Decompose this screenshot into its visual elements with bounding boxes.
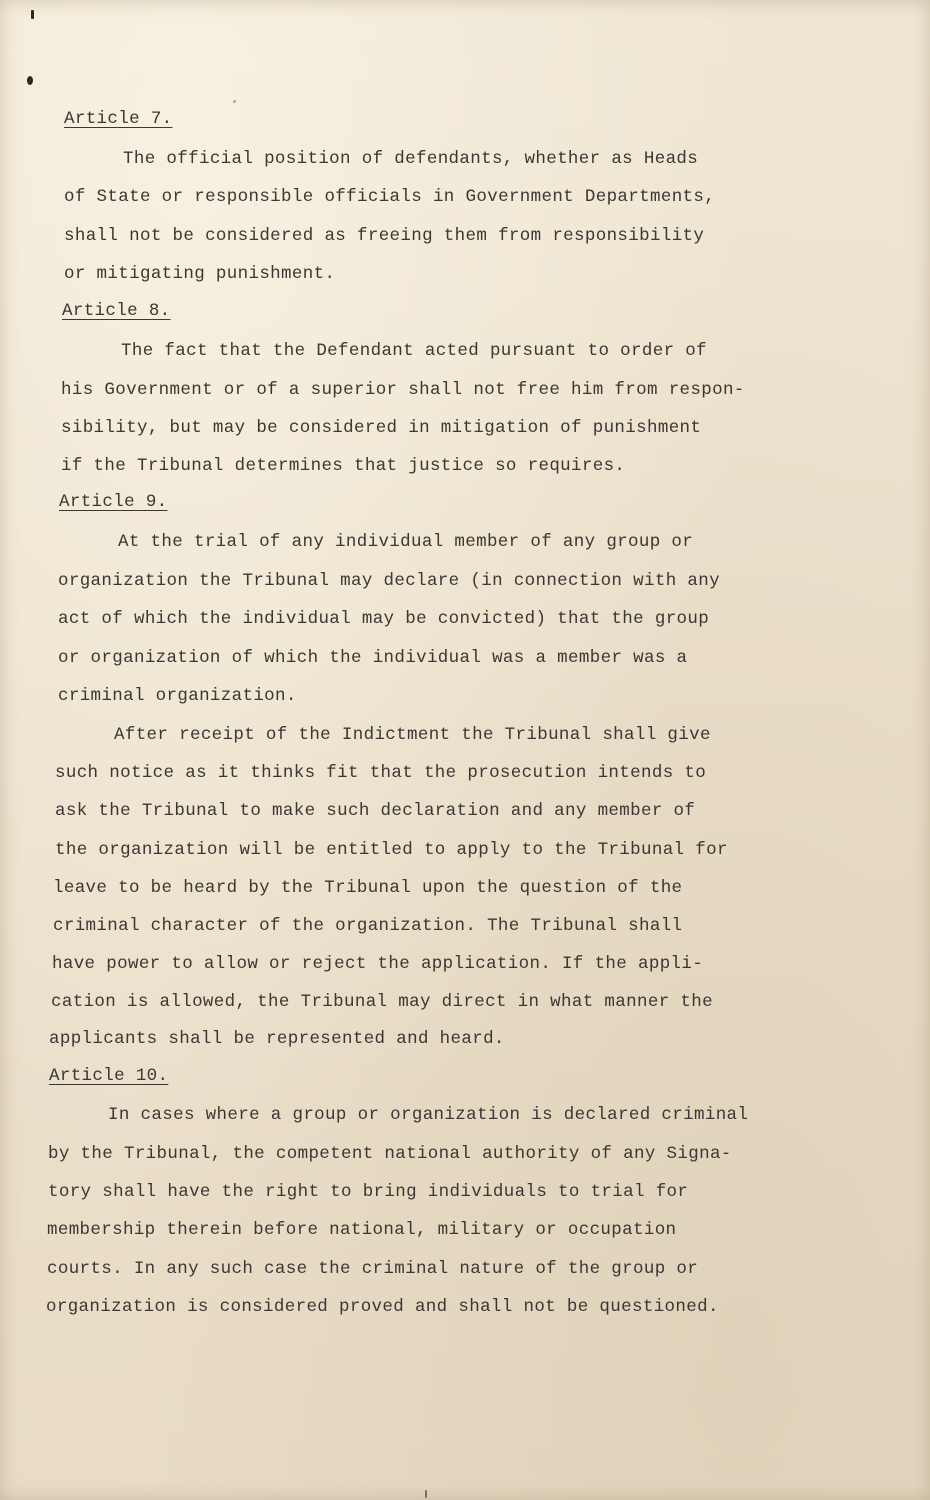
article-10-line: In cases where a group or organization is declared criminal [108, 1105, 749, 1125]
ink-mark [425, 1490, 427, 1498]
article-10-line: by the Tribunal, the competent national authority of any Signa- [48, 1144, 732, 1164]
article-9-line: applicants shall be represented and heard. [49, 1029, 505, 1049]
article-9-line: criminal organization. [58, 686, 297, 706]
article-7-heading: Article 7. [64, 109, 173, 129]
article-10-line: membership therein before national, military or occupation [47, 1220, 677, 1240]
article-8-line: sibility, but may be considered in mitigation of punishment [61, 418, 702, 438]
article-7-line: shall not be considered as freeing them from responsibility [64, 226, 705, 246]
article-9-line: or organization of which the individual was a member was a [58, 648, 688, 668]
article-9-line: cation is allowed, the Tribunal may direct in what manner the [51, 992, 713, 1012]
article-9-line: After receipt of the Indictment the Tribunal shall give [114, 725, 711, 745]
article-8-line: his Government or of a superior shall not free him from respon- [61, 380, 745, 400]
article-8-line: if the Tribunal determines that justice so requires. [61, 456, 626, 476]
ink-mark [27, 76, 33, 85]
article-9-line: ask the Tribunal to make such declaration and any member of [55, 801, 696, 821]
article-9-heading: Article 9. [59, 492, 168, 512]
article-7-line: The official position of defendants, whether as Heads [123, 149, 699, 169]
article-10-heading: Article 10. [49, 1066, 169, 1086]
article-10-line: organization is considered proved and shall not be questioned. [46, 1297, 719, 1317]
article-10-line: courts. In any such case the criminal nature of the group or [47, 1259, 699, 1279]
article-9-line: such notice as it thinks fit that the prosecution intends to [55, 763, 707, 783]
ink-mark [31, 10, 34, 19]
article-10-line: tory shall have the right to bring individuals to trial for [48, 1182, 689, 1202]
article-7-line: of State or responsible officials in Government Departments, [64, 187, 716, 207]
article-8-line: The fact that the Defendant acted pursuant to order of [121, 341, 707, 361]
article-9-line: criminal character of the organization. The Tribunal shall [53, 916, 683, 936]
article-9-line: the organization will be entitled to apply to the Tribunal for [55, 840, 728, 860]
article-8-heading: Article 8. [62, 301, 171, 321]
article-9-line: have power to allow or reject the application. If the appli- [52, 954, 704, 974]
article-9-line: At the trial of any individual member of any group or [118, 532, 694, 552]
article-9-line: leave to be heard by the Tribunal upon the question of the [53, 878, 683, 898]
article-9-line: organization the Tribunal may declare (in connection with any [58, 571, 720, 591]
article-7-line: or mitigating punishment. [64, 264, 336, 284]
article-9-line: act of which the individual may be convicted) that the group [58, 609, 710, 629]
ink-mark [233, 100, 236, 103]
